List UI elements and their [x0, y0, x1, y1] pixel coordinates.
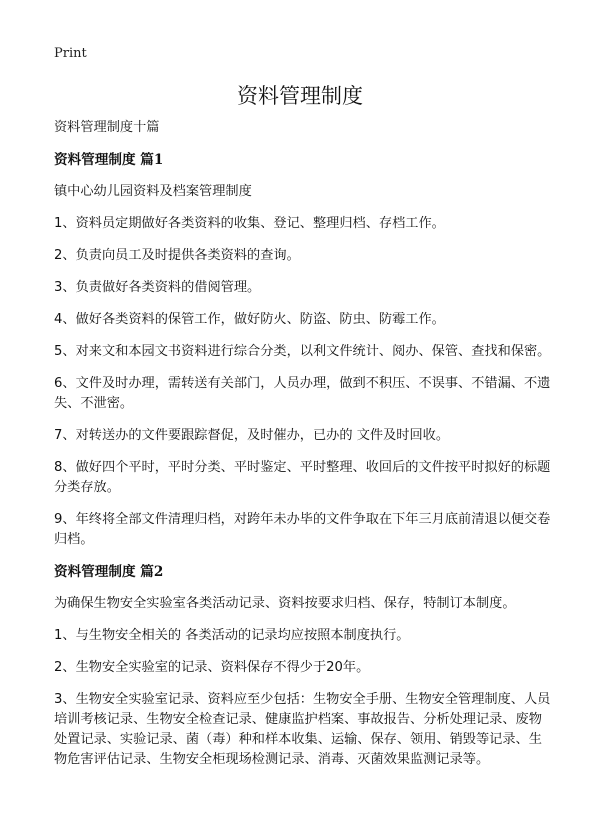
document-subtitle: 资料管理制度十篇: [54, 120, 160, 135]
paragraph: 5、对来文和本园文书资料进行综合分类，以利文件统计、阅办、保管、查找和保密。: [54, 344, 551, 359]
paragraph: 6、文件及时办理，需转送有关部门，人员办理，做到不积压、不误事、不错漏、不遗失、不泄密。: [54, 376, 551, 411]
paragraph: 镇中心幼儿园资料及档案管理制度: [54, 184, 252, 199]
document-title: 资料管理制度: [237, 84, 363, 108]
section-heading: 资料管理制度 篇2: [54, 564, 164, 580]
section-1: [54, 150, 554, 550]
paragraph: 8、做好四个平时，平时分类、平时鉴定、平时整理、收回后的文件按平时拟好的标题分类存放。: [54, 460, 551, 495]
section-heading: 资料管理制度 篇1: [54, 152, 164, 168]
paragraph: 1、资料员定期做好各类资料的收集、登记、整理归档、存档工作。: [54, 216, 445, 231]
paragraph: 3、生物安全实验室记录、资料应至少包括：生物安全手册、生物安全管理制度、人员培训考核记录、生物安全检查记录、健康监护档案、事故报告、分析处理记录、废物处置记录、实验记录、菌（毒）种和样本收集、运输、保存、领用、销毁等记录、生物危害评估记录、生物安全柜现场检测记录、消毒、灭菌效果监测记录等。: [54, 692, 551, 767]
paragraph: 4、做好各类资料的保管工作，做好防火、防盗、防虫、防霉工作。: [54, 312, 445, 327]
paragraph: 2、负责向员工及时提供各类资料的查询。: [54, 248, 300, 263]
paragraph: 为确保生物安全实验室各类活动记录、资料按要求归档、保存，特制订本制度。: [54, 596, 516, 611]
paragraph: 3、负责做好各类资料的借阅管理。: [54, 280, 261, 295]
document-body: [54, 118, 554, 782]
paragraph: 7、对转送办的文件要跟踪督促，及时催办，已办的 文件及时回收。: [54, 428, 450, 443]
section-2: [54, 562, 554, 770]
print-label: Print: [54, 46, 87, 61]
paragraph: 2、生物安全实验室的记录、资料保存不得少于20年。: [54, 660, 370, 675]
paragraph: 1、与生物安全相关的 各类活动的记录均应按照本制度执行。: [54, 628, 410, 643]
paragraph: 9、年终将全部文件清理归档，对跨年未办毕的文件争取在下年三月底前清退以便交卷归档。: [54, 512, 551, 547]
